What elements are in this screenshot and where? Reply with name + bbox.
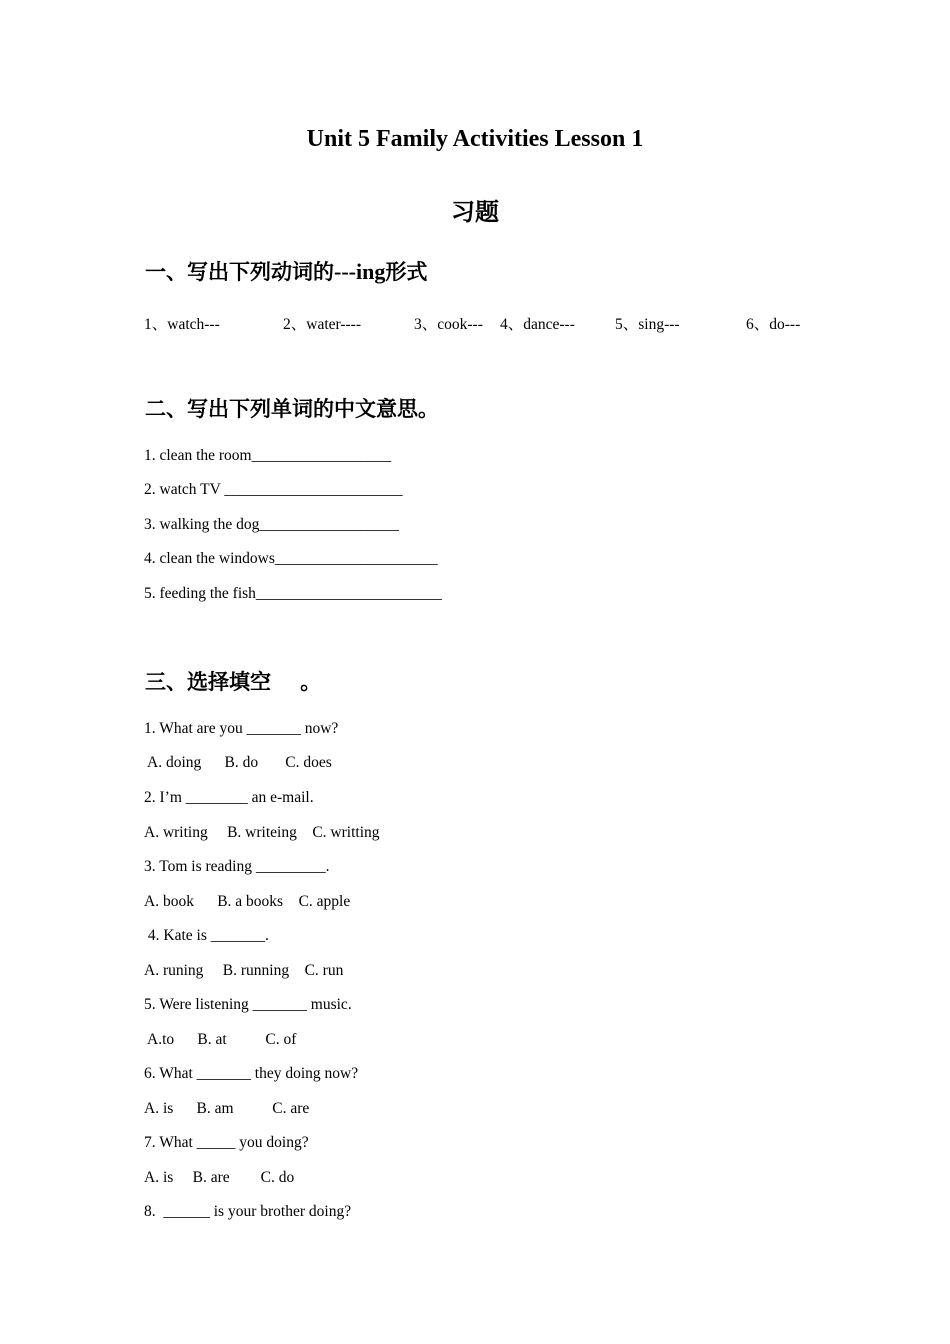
question-line: 1. What are you _______ now? [144,720,339,737]
question-line: 5. Were listening _______ music. [144,996,352,1013]
options-line: A.to B. at C. of [144,1031,297,1048]
verb-item: 5、sing--- [615,316,680,333]
question-line: 6. What _______ they doing now? [144,1065,359,1082]
verb-item: 4、dance--- [500,316,575,333]
options-line: A. is B. am C. are [144,1100,310,1117]
section1-heading-cn2: 形式 [385,260,428,284]
options-line: A. writing B. writeing C. writting [144,824,380,841]
section2-heading: 二、写出下列单词的中文意思。 [145,397,439,421]
section1-heading [145,256,427,286]
options-line: A. runing B. running C. run [144,962,344,979]
options-line: A. book B. a books C. apple [144,893,351,910]
verb-item: 1、watch--- [144,316,220,333]
translation-item: 1. clean the room__________________ [144,447,392,464]
translation-item: 4. clean the windows_____________________ [144,550,438,567]
section1-heading-latin: ---ing [334,259,386,284]
page-title: Unit 5 Family Activities Lesson 1 [306,126,644,152]
translation-item: 2. watch TV _______________________ [144,481,403,498]
options-line: A. is B. are C. do [144,1169,295,1186]
verb-item: 6、do--- [746,316,801,333]
section3-heading: 三、选择填空 。 [145,670,322,694]
question-line: 7. What _____ you doing? [144,1134,309,1151]
question-line: 2. I’m ________ an e-mail. [144,789,314,806]
question-line: 4. Kate is _______. [144,927,269,944]
verb-item: 3、cook--- [414,316,483,333]
options-line: A. doing B. do C. does [144,754,332,771]
translation-item: 5. feeding the fish________________________ [144,585,442,602]
section1-heading-cn: 一、写出下列动词的 [145,260,334,284]
question-line: 3. Tom is reading _________. [144,858,330,875]
verb-item: 2、water---- [283,316,362,333]
question-line: 8. ______ is your brother doing? [144,1203,352,1220]
translation-item: 3. walking the dog__________________ [144,516,399,533]
page-subtitle: 习题 [451,198,499,226]
